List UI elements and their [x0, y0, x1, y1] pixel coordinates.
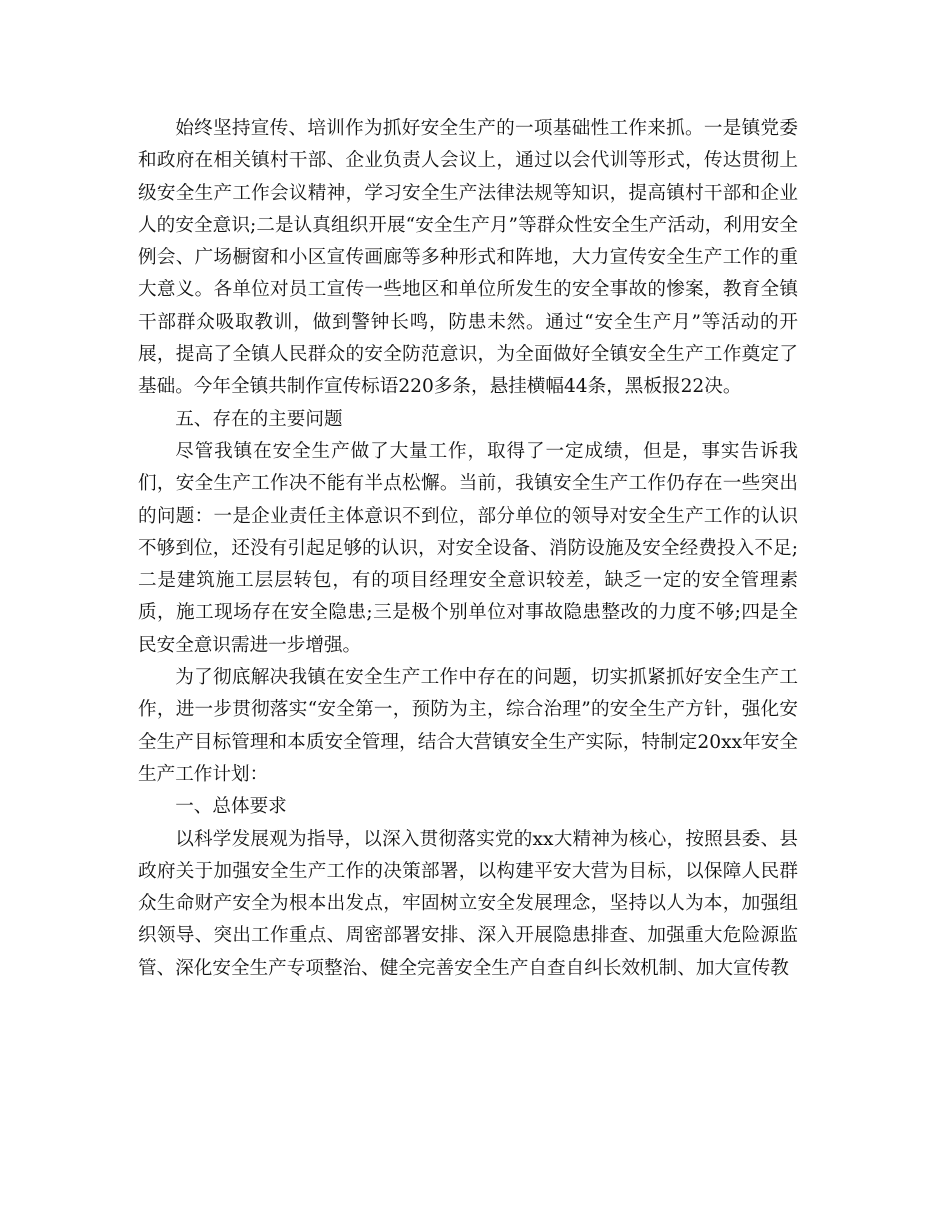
section-heading-main-problems: 五、存在的主要问题 — [175, 408, 343, 430]
section-heading-general-requirements: 一、总体要求 — [175, 796, 287, 818]
paragraph-problems: 尽管我镇在安全生产做了大量工作，取得了一定成绩，但是，事实告诉我们，安全生产工作决不能有半点松懈。当前，我镇安全生产工作仍存在一些突出的问题：一是企业责任主体意识不到位，部分单位的领导对安全生产工作的认识不够到位，还没有引起足够的认识，对安全设备、消防设施及安全经费投入不足;二是建筑施工层层转包，有的项目经理安全意识较差，缺乏一定的安全管理素质，施工现场存在安全隐患;三是极个别单位对事故隐患整改的力度不够;四是全民安全意识需进一步增强。 — [138, 440, 798, 656]
paragraph-plan-purpose: 为了彻底解决我镇在安全生产工作中存在的问题，切实抓紧抓好安全生产工作，进一步贯彻落实“安全第一，预防为主，综合治理”的安全生产方针，强化安全生产目标管理和本质安全管理，结合大营镇安全生产实际，特制定20xx年安全生产工作计划： — [138, 667, 798, 785]
paragraph-general-requirements: 以科学发展观为指导，以深入贯彻落实党的xx大精神为核心，按照县委、县政府关于加强安全生产工作的决策部署，以构建平安大营为目标，以保障人民群众生命财产安全为根本出发点，牢固树立安全发展理念，坚持以人为本，加强组织领导、突出工作重点、周密部署安排、深入开展隐患排查、加强重大危险源监管、深化安全生产专项整治、健全完善安全生产自查自纠长效机制、加大宣传教 — [138, 828, 798, 979]
paragraph-publicity-training: 始终坚持宣传、培训作为抓好安全生产的一项基础性工作来抓。一是镇党委和政府在相关镇村干部、企业负责人会议上，通过以会代训等形式，传达贯彻上级安全生产工作会议精神，学习安全生产法律法规等知识，提高镇村干部和企业人的安全意识;二是认真组织开展“安全生产月”等群众性安全生产活动，利用安全例会、广场橱窗和小区宣传画廊等多种形式和阵地，大力宣传安全生产工作的重大意义。各单位对员工宣传一些地区和单位所发生的安全事故的惨案，教育全镇干部群众吸取教训，做到警钟长鸣，防患未然。通过“安全生产月”等活动的开展，提高了全镇人民群众的安全防范意识，为全面做好全镇安全生产工作奠定了基础。今年全镇共制作宣传标语220多条，悬挂横幅44条，黑板报22决。 — [138, 118, 798, 398]
document-page — [138, 113, 798, 985]
